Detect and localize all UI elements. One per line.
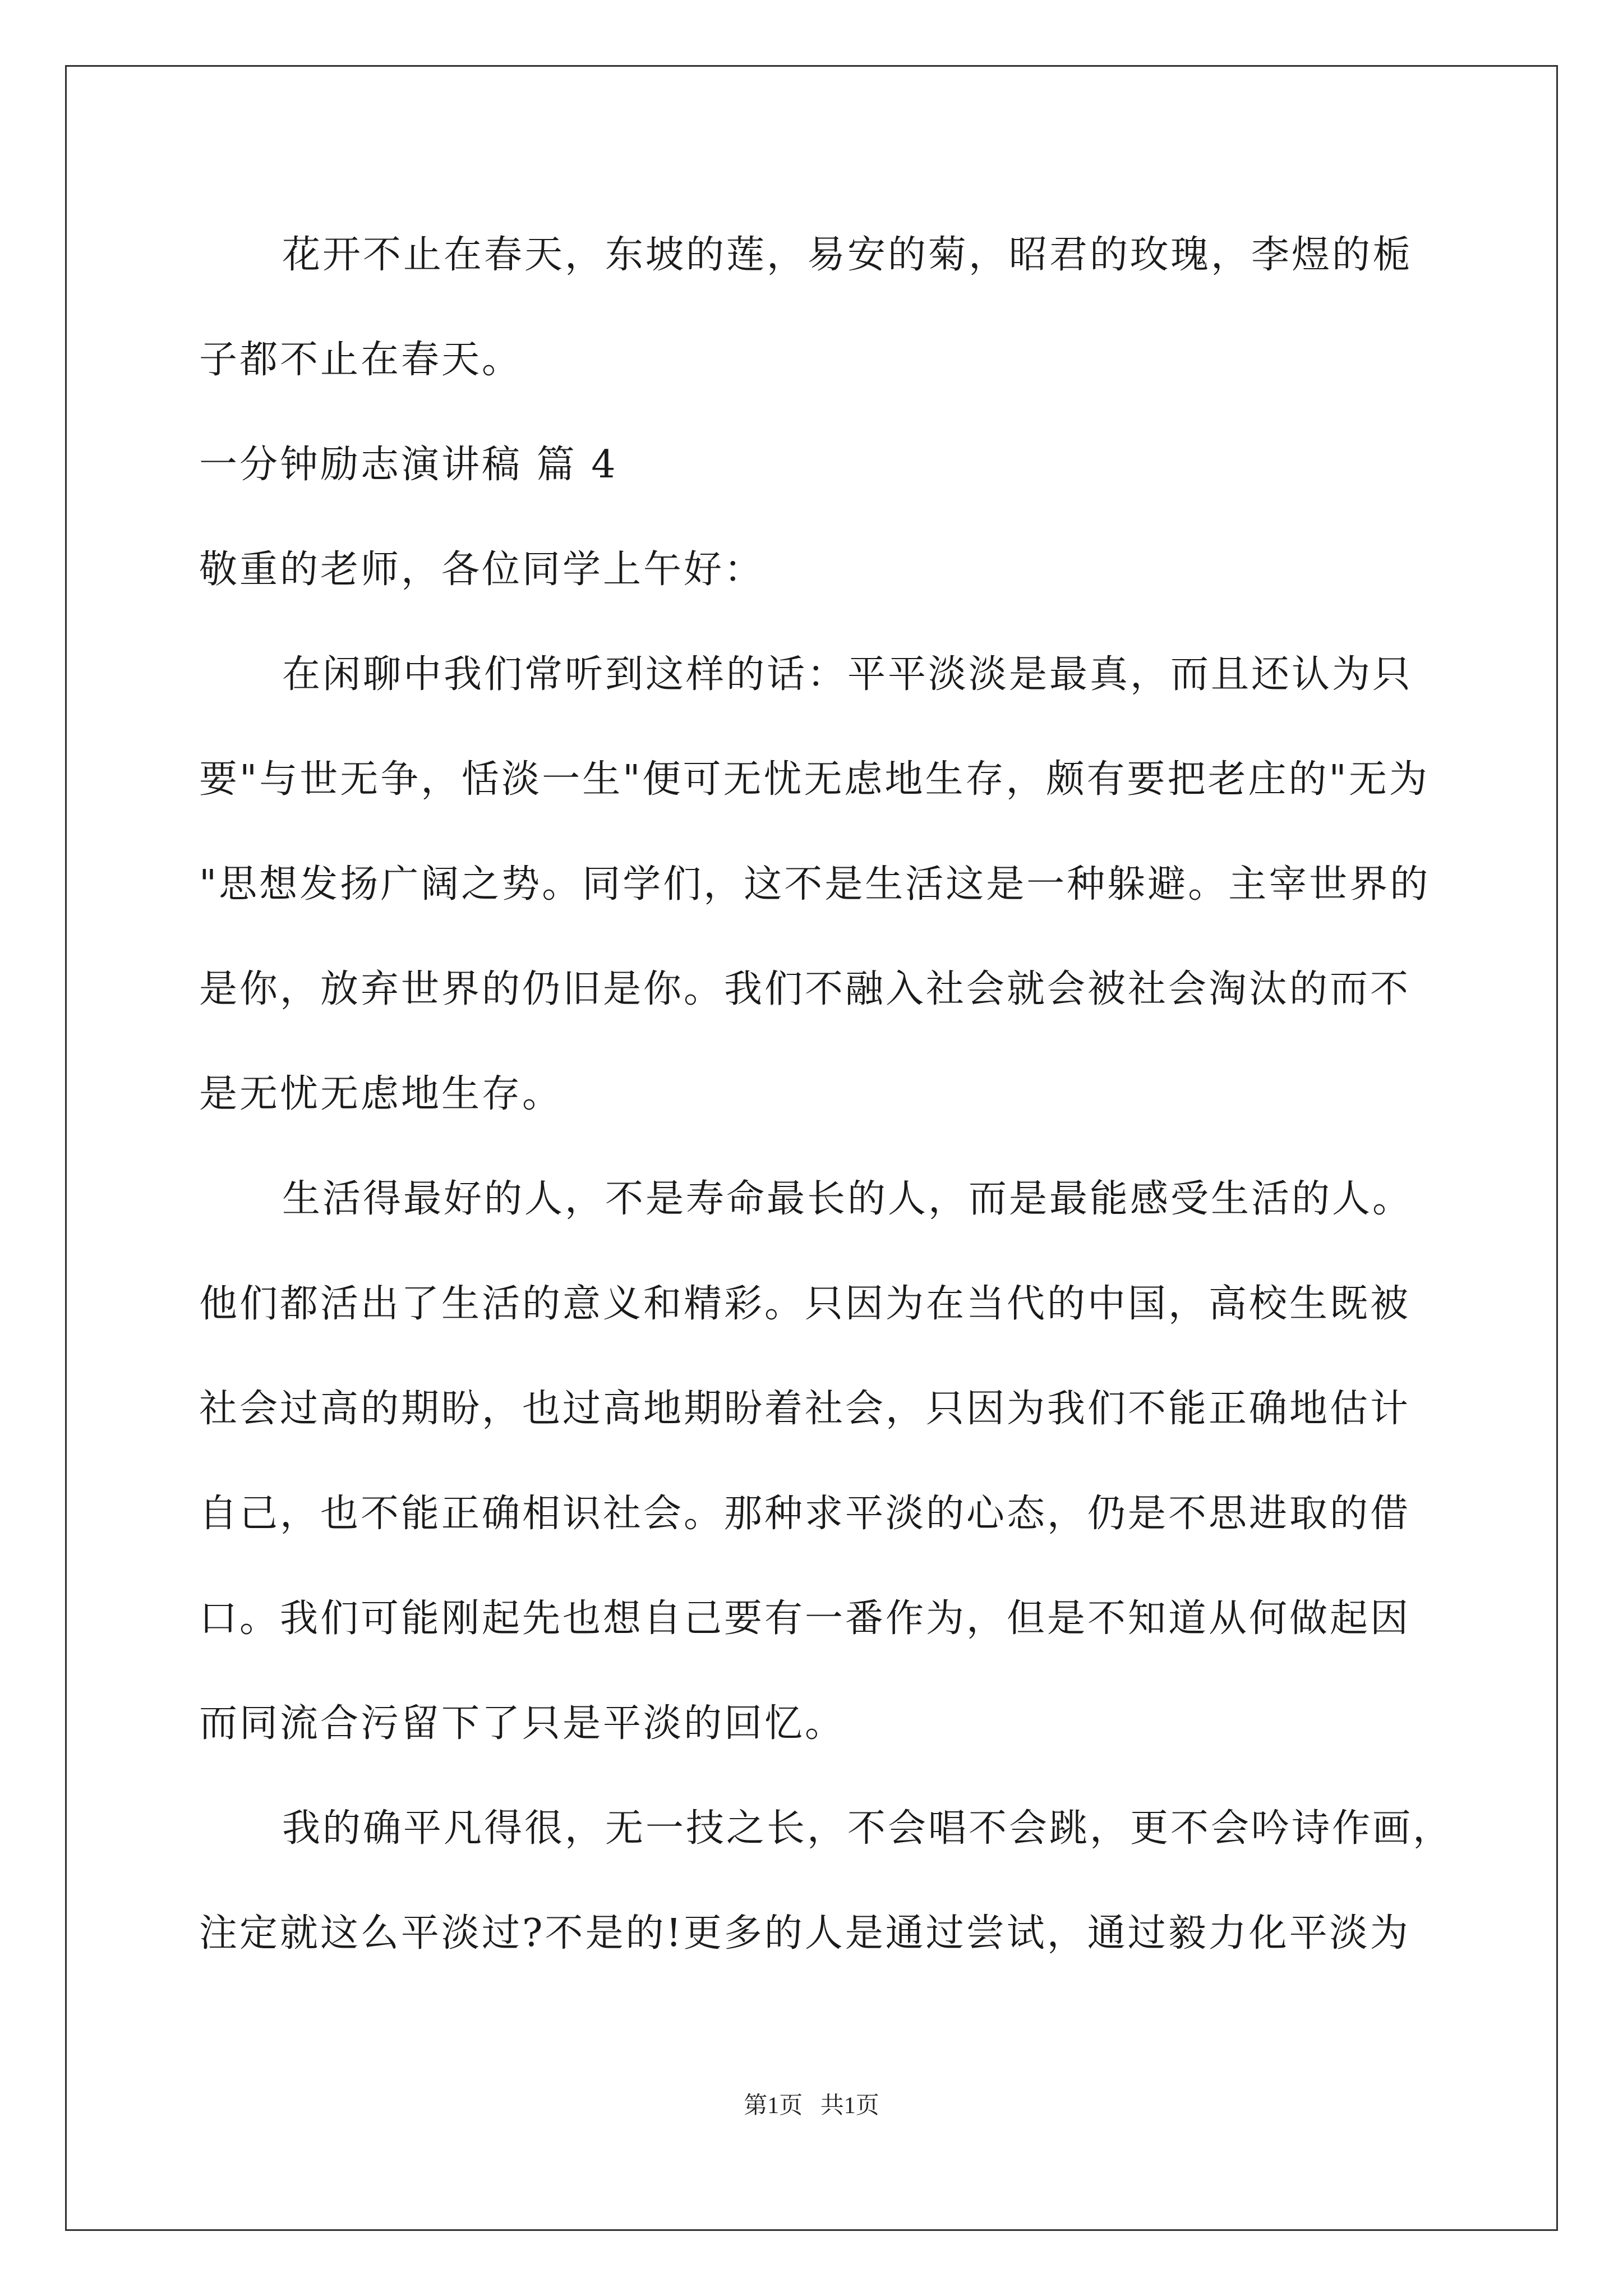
text-line: 而同流合污留下了只是平淡的回忆。 xyxy=(199,1701,846,1746)
greeting-text: 敬重的老师，各位同学上午好： xyxy=(199,547,765,592)
paragraph-1 xyxy=(199,203,1433,412)
section-heading xyxy=(199,412,1433,517)
paragraph-3 xyxy=(199,1147,1433,1776)
text-line: "思想发扬广阔之势。同学们，这不是生活这是一种躲避。主宰世界的 xyxy=(199,862,1431,907)
text-line: 是你，放弃世界的仍旧是你。我们不融入社会就会被社会淘汰的而不 xyxy=(199,967,1411,1011)
text-line: 口。我们可能刚起先也想自己要有一番作为，但是不知道从何做起因 xyxy=(199,1596,1411,1641)
text-line: 自己，也不能正确相识社会。那种求平淡的心态，仍是不思进取的借 xyxy=(199,1492,1411,1536)
text-line: 他们都活出了生活的意义和精彩。只因为在当代的中国，高校生既被 xyxy=(199,1282,1411,1326)
greeting xyxy=(199,517,1433,622)
text-line: 要"与世无争，恬淡一生"便可无忧无虑地生存，颇有要把老庄的"无为 xyxy=(199,757,1430,802)
paragraph-4 xyxy=(199,1776,1454,1986)
text-line: 是无忧无虑地生存。 xyxy=(199,1072,563,1116)
text-line: 在闲聊中我们常听到这样的话：平平淡淡是最真，而且还认为只 xyxy=(282,652,1413,697)
text-line: 社会过高的期盼，也过高地期盼着社会，只因为我们不能正确地估计 xyxy=(199,1387,1411,1431)
text-line: 花开不止在春天，东坡的莲，易安的菊，昭君的玫瑰，李煜的栀 xyxy=(282,233,1413,277)
text-line: 注定就这么平淡过?不是的!更多的人是通过尝试，通过毅力化平淡为 xyxy=(199,1911,1410,1955)
text-line: 我的确平凡得很，无一技之长，不会唱不会跳，更不会吟诗作画， xyxy=(282,1806,1454,1851)
page-number: 第1页 共1页 xyxy=(744,2093,879,2119)
text-line: 生活得最好的人，不是寿命最长的人，而是最能感受生活的人。 xyxy=(282,1177,1413,1221)
text-line: 子都不止在春天。 xyxy=(199,338,523,382)
paragraph-2 xyxy=(199,622,1433,1147)
page-footer xyxy=(0,2087,1623,2120)
heading-text: 一分钟励志演讲稿 篇 4 xyxy=(199,443,618,487)
